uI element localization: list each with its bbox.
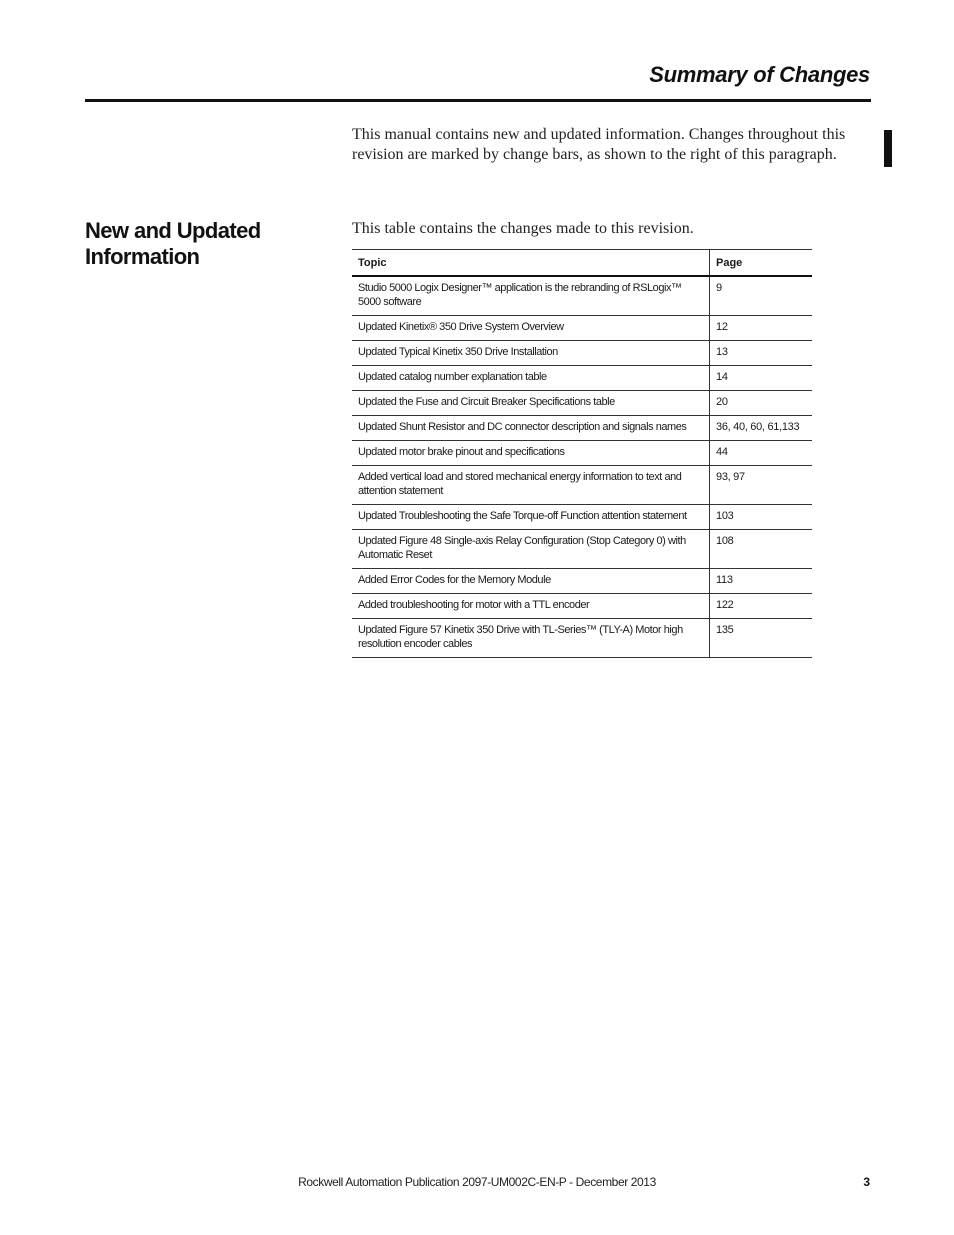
page-cell: 14: [710, 366, 813, 391]
intro-paragraph: This manual contains new and updated information. Changes throughout this revision are marked by change bars, as shown to the right of this paragraph.: [352, 126, 846, 163]
topic-cell: Updated motor brake pinout and specifications: [352, 441, 710, 466]
page-title: Summary of Changes: [649, 62, 870, 87]
table-row: [352, 530, 812, 569]
table-row: [352, 416, 812, 441]
topic-cell: Updated Figure 57 Kinetix 350 Drive with TL-Series™ (TLY-A) Motor high resolution encoder cables: [352, 619, 710, 658]
page-cell: 108: [710, 530, 813, 569]
page-cell: 9: [710, 276, 813, 316]
table-row: [352, 276, 812, 316]
table-row: [352, 366, 812, 391]
change-bar: [884, 130, 892, 167]
table-header-row: [352, 250, 812, 277]
table-row: [352, 569, 812, 594]
topic-cell: Updated Kinetix® 350 Drive System Overview: [352, 316, 710, 341]
page-cell: 13: [710, 341, 813, 366]
page-cell: 113: [710, 569, 813, 594]
table-row: [352, 466, 812, 505]
page-cell: 103: [710, 505, 813, 530]
topic-cell: Updated catalog number explanation table: [352, 366, 710, 391]
topic-cell: Studio 5000 Logix Designer™ application is the rebranding of RSLogix™ 5000 software: [352, 276, 710, 316]
page-cell: 44: [710, 441, 813, 466]
page-cell: 122: [710, 594, 813, 619]
page-cell: 93, 97: [710, 466, 813, 505]
page-cell: 135: [710, 619, 813, 658]
column-header-page: Page: [710, 250, 813, 277]
header-rule: [85, 99, 871, 102]
topic-cell: Updated Troubleshooting the Safe Torque-off Function attention statement: [352, 505, 710, 530]
topic-cell: Updated Typical Kinetix 350 Drive Installation: [352, 341, 710, 366]
page-number: 3: [863, 1175, 870, 1189]
table-row: [352, 341, 812, 366]
changes-table: [352, 249, 812, 658]
table-intro: This table contains the changes made to this revision.: [352, 220, 694, 237]
topic-cell: Added Error Codes for the Memory Module: [352, 569, 710, 594]
footer-publication: Rockwell Automation Publication 2097-UM002C-EN-P - December 2013: [298, 1175, 656, 1189]
topic-cell: Updated the Fuse and Circuit Breaker Specifications table: [352, 391, 710, 416]
topic-cell: Added vertical load and stored mechanical energy information to text and attention statement: [352, 466, 710, 505]
page-cell: 20: [710, 391, 813, 416]
topic-cell: Added troubleshooting for motor with a TTL encoder: [352, 594, 710, 619]
topic-cell: Updated Figure 48 Single-axis Relay Configuration (Stop Category 0) with Automatic Reset: [352, 530, 710, 569]
table-row: [352, 441, 812, 466]
table-row: [352, 391, 812, 416]
column-header-topic: Topic: [352, 250, 710, 277]
table-row: [352, 316, 812, 341]
table-row: [352, 619, 812, 658]
section-heading: New and Updated Information: [85, 218, 261, 269]
topic-cell: Updated Shunt Resistor and DC connector description and signals names: [352, 416, 710, 441]
table-row: [352, 505, 812, 530]
page-cell: 12: [710, 316, 813, 341]
table-row: [352, 594, 812, 619]
page-cell: 36, 40, 60, 61,133: [710, 416, 813, 441]
